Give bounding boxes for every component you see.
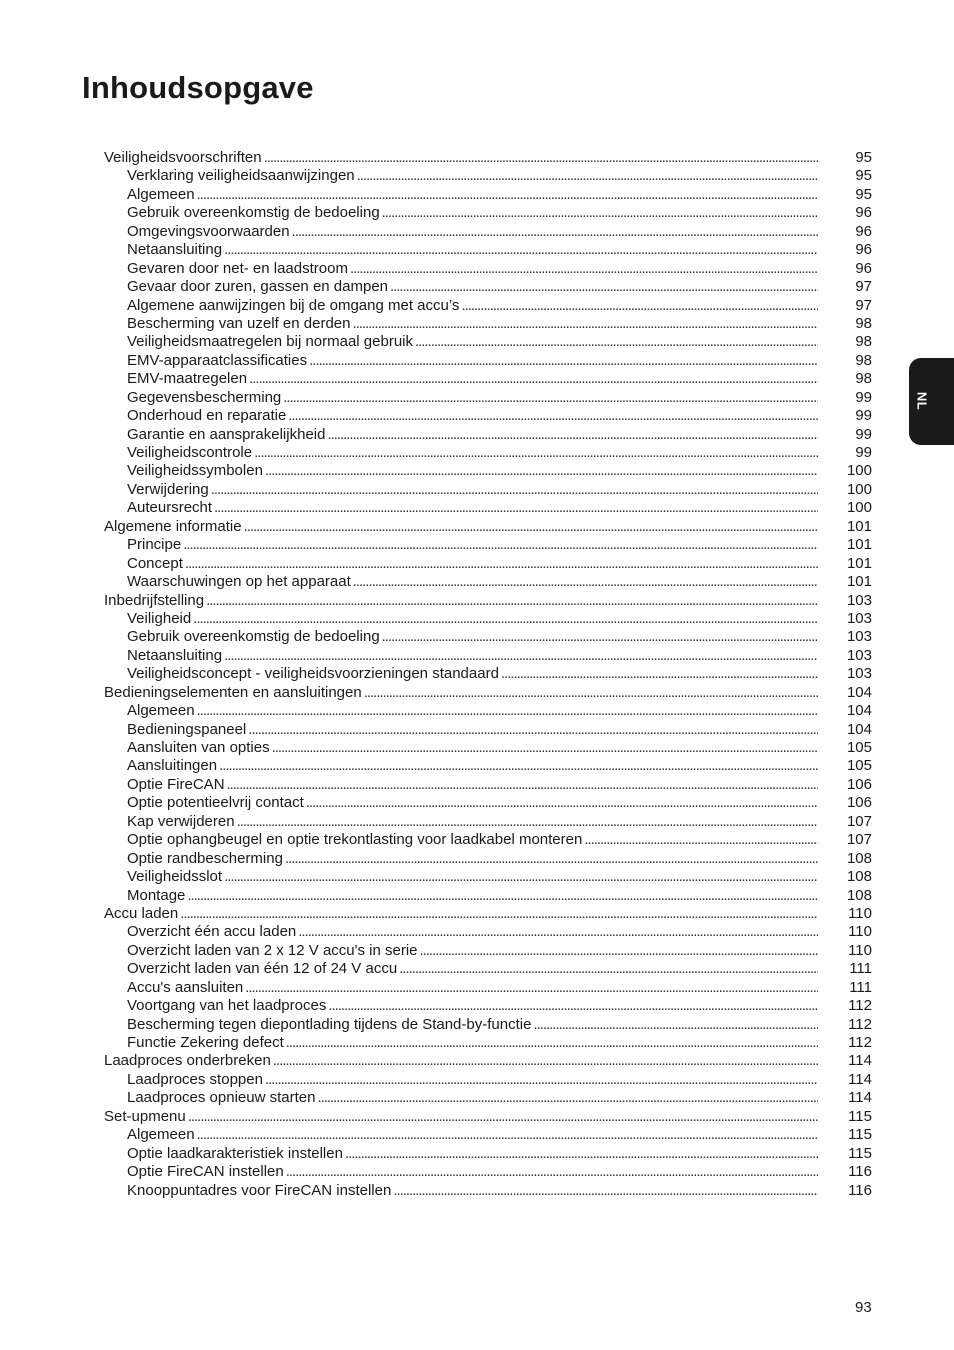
toc-section-entry[interactable]	[104, 315, 872, 333]
page-title: Inhoudsopgave	[82, 70, 314, 105]
toc-chapter-entry[interactable]	[104, 1052, 872, 1070]
toc-entry-page: 98	[855, 333, 872, 351]
dot-leader	[188, 1108, 818, 1126]
toc-entry-page: 101	[846, 517, 872, 535]
toc-entry-page: 114	[848, 1052, 872, 1070]
toc-section-entry[interactable]	[104, 1182, 872, 1200]
toc-entry-label: Veiligheidsvoorschriften	[104, 149, 262, 166]
toc-entry-page: 103	[846, 646, 872, 664]
dot-leader	[286, 1163, 818, 1181]
toc-entry-page: 107	[846, 831, 872, 849]
toc-section-entry[interactable]	[104, 204, 872, 222]
toc-entry-page: 99	[855, 388, 872, 406]
toc-entry-label: EMV-maatregelen	[127, 370, 248, 388]
toc-chapter-entry[interactable]	[104, 518, 872, 536]
dot-leader	[390, 278, 818, 296]
toc-section-entry[interactable]	[104, 997, 872, 1015]
toc-section-entry[interactable]	[104, 407, 872, 425]
toc-entry-page: 112	[848, 1034, 872, 1051]
toc-entry-label: Algemeen	[127, 702, 195, 720]
toc-entry-label: Netaansluiting	[127, 646, 223, 664]
dot-leader	[224, 647, 818, 665]
toc-entry-label: Gevaar door zuren, gassen en dampen	[127, 278, 388, 296]
toc-entry-page: 112	[848, 997, 872, 1015]
toc-entry-label: Veiligheidsmaatregelen bij normaal gebruik	[127, 333, 414, 351]
toc-section-entry[interactable]	[104, 278, 872, 296]
toc-entry-page: 116	[848, 1181, 872, 1199]
toc-entry-label: Veiligheid	[127, 609, 192, 627]
toc-entry-label: Laadproces stoppen	[127, 1070, 263, 1088]
toc-section-entry[interactable]	[104, 960, 872, 978]
toc-entry-label: Laadproces opnieuw starten	[127, 1089, 316, 1107]
toc-entry-label: Functie Zekering defect	[127, 1034, 284, 1051]
toc-section-entry[interactable]	[104, 333, 872, 351]
toc-entry-page: 115	[848, 1144, 872, 1162]
toc-entry-label: Algemene informatie	[104, 517, 242, 535]
toc-entry-page: 106	[846, 794, 872, 812]
dot-leader	[206, 592, 818, 610]
toc-chapter-entry[interactable]	[104, 592, 872, 610]
dot-leader	[298, 923, 818, 941]
toc-entry-label: Gegevensbescherming	[127, 388, 282, 406]
toc-entry-page: 96	[855, 259, 872, 277]
dot-leader	[219, 757, 818, 775]
page-number: 93	[855, 1299, 872, 1316]
toc-section-entry[interactable]	[104, 370, 872, 388]
dot-leader	[350, 260, 818, 278]
dot-leader	[399, 960, 818, 978]
dot-leader	[193, 610, 818, 628]
toc-entry-label: Waarschuwingen op het apparaat	[127, 573, 351, 591]
toc-entry-page: 100	[846, 499, 872, 517]
dot-leader	[317, 1089, 818, 1107]
toc-section-entry[interactable]	[104, 1145, 872, 1163]
toc-section-entry[interactable]	[104, 942, 872, 960]
toc-section-entry[interactable]	[104, 481, 872, 499]
toc-entry-label: Verwijdering	[127, 480, 209, 498]
dot-leader	[533, 1016, 818, 1034]
toc-entry-page: 115	[848, 1126, 872, 1144]
toc-entry-label: Gebruik overeenkomstig de bedoeling	[127, 628, 380, 646]
toc-entry-label: Veiligheidsconcept - veiligheidsvoorzieningen standaard	[127, 665, 499, 683]
toc-entry-page: 100	[846, 462, 872, 480]
toc-entry-page: 96	[855, 241, 872, 259]
toc-entry-page: 116	[848, 1163, 872, 1181]
dot-leader	[224, 241, 818, 259]
toc-entry-page: 98	[855, 351, 872, 369]
toc-entry-page: 103	[846, 591, 872, 609]
toc-entry-label: Verklaring veiligheidsaanwijzingen	[127, 167, 355, 185]
dot-leader	[248, 721, 818, 739]
toc-entry-page: 105	[846, 739, 872, 756]
toc-entry-page: 114	[848, 1070, 872, 1088]
dot-leader	[197, 1126, 818, 1144]
toc-section-entry[interactable]	[104, 979, 872, 997]
toc-entry-label: Bescherming van uzelf en derden	[127, 314, 351, 332]
toc-section-entry[interactable]	[104, 923, 872, 941]
dot-leader	[415, 333, 818, 351]
dot-leader	[180, 905, 818, 923]
toc-entry-page: 104	[846, 702, 872, 720]
toc-section-entry[interactable]	[104, 1089, 872, 1107]
toc-section-entry[interactable]	[104, 1034, 872, 1052]
toc-section-entry[interactable]	[104, 167, 872, 185]
toc-entry-label: Concept	[127, 554, 183, 572]
toc-entry-label: Algemene aanwijzingen bij de omgang met accu’s	[127, 296, 460, 314]
toc-entry-page: 99	[855, 407, 872, 425]
toc-entry-label: Auteursrecht	[127, 499, 213, 517]
dot-leader	[357, 167, 818, 185]
toc-entry-page: 101	[846, 554, 872, 572]
toc-section-entry[interactable]	[104, 536, 872, 554]
dot-leader	[461, 297, 818, 315]
dot-leader	[393, 1182, 818, 1200]
dot-leader	[197, 186, 818, 204]
toc-entry-page: 112	[848, 1015, 872, 1033]
toc-entry-label: Veiligheidsslot	[127, 868, 223, 886]
dot-leader	[501, 665, 818, 683]
toc-section-entry[interactable]	[104, 297, 872, 315]
table-of-contents	[104, 149, 872, 1200]
toc-entry-page: 95	[855, 149, 872, 166]
toc-section-entry[interactable]	[104, 1126, 872, 1144]
toc-entry-label: Kap verwijderen	[127, 812, 235, 830]
dot-leader	[272, 739, 818, 757]
toc-entry-page: 95	[855, 185, 872, 203]
toc-entry-label: Bedieningselementen en aansluitingen	[104, 683, 362, 701]
toc-entry-page: 98	[855, 314, 872, 332]
toc-entry-label: Aansluitingen	[127, 757, 218, 775]
toc-chapter-entry[interactable]	[104, 1108, 872, 1126]
toc-entry-label: Voortgang van het laadproces	[127, 997, 327, 1015]
dot-leader	[584, 831, 818, 849]
toc-entry-label: Algemeen	[127, 185, 195, 203]
toc-entry-page: 110	[848, 904, 872, 922]
toc-entry-label: Onderhoud en reparatie	[127, 407, 287, 425]
dot-leader	[265, 1071, 818, 1089]
toc-section-entry[interactable]	[104, 462, 872, 480]
toc-section-entry[interactable]	[104, 610, 872, 628]
toc-chapter-entry[interactable]	[104, 905, 872, 923]
toc-section-entry[interactable]	[104, 555, 872, 573]
dot-leader	[309, 352, 818, 370]
dot-leader	[382, 628, 818, 646]
toc-entry-label: Optie FireCAN instellen	[127, 1163, 284, 1181]
toc-section-entry[interactable]	[104, 499, 872, 517]
toc-entry-page: 96	[855, 204, 872, 222]
toc-section-entry[interactable]	[104, 573, 872, 591]
dot-leader	[328, 997, 818, 1015]
toc-entry-page: 108	[846, 868, 872, 886]
dot-leader	[273, 1052, 818, 1070]
toc-section-entry[interactable]	[104, 868, 872, 886]
toc-section-entry[interactable]	[104, 186, 872, 204]
dot-leader	[245, 979, 818, 997]
toc-entry-page: 99	[855, 444, 872, 461]
toc-entry-page: 97	[855, 278, 872, 296]
toc-entry-page: 110	[848, 941, 872, 959]
toc-entry-label: Overzicht laden van 2 x 12 V accu's in serie	[127, 941, 418, 959]
toc-entry-label: Set-upmenu	[104, 1107, 186, 1125]
toc-entry-label: Principe	[127, 536, 182, 554]
dot-leader	[224, 868, 818, 886]
toc-entry-page: 105	[846, 757, 872, 775]
dot-leader	[285, 850, 818, 868]
toc-entry-page: 96	[855, 222, 872, 240]
dot-leader	[183, 536, 818, 554]
toc-entry-page: 106	[846, 775, 872, 793]
toc-entry-label: Gebruik overeenkomstig de bedoeling	[127, 204, 380, 222]
toc-entry-page: 111	[849, 978, 872, 996]
dot-leader	[420, 942, 818, 960]
toc-section-entry[interactable]	[104, 776, 872, 794]
toc-entry-label: Bescherming tegen diepontlading tijdens de Stand-by-functie	[127, 1015, 532, 1033]
toc-section-entry[interactable]	[104, 1163, 872, 1181]
toc-entry-label: Overzicht één accu laden	[127, 923, 297, 941]
toc-entry-page: 100	[846, 480, 872, 498]
toc-entry-page: 115	[848, 1107, 872, 1125]
toc-entry-page: 108	[846, 886, 872, 904]
toc-entry-label: Laadproces onderbreken	[104, 1052, 271, 1070]
toc-section-entry[interactable]	[104, 794, 872, 812]
toc-entry-label: Overzicht laden van één 12 of 24 V accu	[127, 960, 398, 978]
dot-leader	[197, 702, 818, 720]
toc-entry-label: EMV-apparaatclassificaties	[127, 351, 308, 369]
toc-entry-page: 107	[846, 812, 872, 830]
dot-leader	[292, 223, 818, 241]
toc-entry-label: Optie ophangbeugel en optie trekontlasting voor laadkabel monteren	[127, 831, 583, 849]
dot-leader	[185, 555, 818, 573]
toc-chapter-entry[interactable]	[104, 684, 872, 702]
toc-section-entry[interactable]	[104, 757, 872, 775]
toc-entry-label: Garantie en aansprakelijkheid	[127, 425, 326, 443]
toc-entry-label: Inbedrijfstelling	[104, 591, 205, 609]
toc-section-entry[interactable]	[104, 739, 872, 757]
dot-leader	[364, 684, 818, 702]
toc-entry-label: Accu laden	[104, 904, 179, 922]
dot-leader	[249, 370, 818, 388]
toc-section-entry[interactable]	[104, 665, 872, 683]
toc-section-entry[interactable]	[104, 721, 872, 739]
dot-leader	[265, 462, 818, 480]
dot-leader	[237, 813, 818, 831]
dot-leader	[288, 407, 818, 425]
toc-section-entry[interactable]	[104, 887, 872, 905]
toc-entry-label: Optie randbescherming	[127, 849, 283, 867]
toc-entry-page: 101	[846, 573, 872, 591]
toc-entry-page: 103	[846, 665, 872, 683]
toc-section-entry[interactable]	[104, 813, 872, 831]
toc-section-entry[interactable]	[104, 1071, 872, 1089]
toc-entry-page: 99	[855, 425, 872, 443]
toc-section-entry[interactable]	[104, 1016, 872, 1034]
toc-section-entry[interactable]	[104, 831, 872, 849]
toc-section-entry[interactable]	[104, 223, 872, 241]
toc-entry-label: Omgevingsvoorwaarden	[127, 222, 290, 240]
toc-entry-label: Bedieningspaneel	[127, 720, 247, 738]
toc-entry-label: Veiligheidscontrole	[127, 444, 253, 461]
toc-section-entry[interactable]	[104, 628, 872, 646]
toc-entry-label: Algemeen	[127, 1126, 195, 1144]
toc-entry-page: 95	[855, 167, 872, 185]
toc-entry-page: 103	[846, 628, 872, 646]
toc-entry-label: Veiligheidssymbolen	[127, 462, 263, 480]
dot-leader	[254, 444, 818, 462]
toc-entry-label: Montage	[127, 886, 186, 904]
toc-section-entry[interactable]	[104, 702, 872, 720]
toc-entry-label: Gevaren door net- en laadstroom	[127, 259, 348, 277]
dot-leader	[352, 315, 818, 333]
toc-section-entry[interactable]	[104, 647, 872, 665]
toc-section-entry[interactable]	[104, 352, 872, 370]
toc-entry-label: Optie potentieelvrij contact	[127, 794, 304, 812]
toc-section-entry[interactable]	[104, 260, 872, 278]
toc-entry-label: Knooppuntadres voor FireCAN instellen	[127, 1181, 392, 1199]
dot-leader	[345, 1145, 818, 1163]
toc-entry-label: Optie laadkarakteristiek instellen	[127, 1144, 343, 1162]
dot-leader	[286, 1034, 818, 1052]
toc-entry-label: Aansluiten van opties	[127, 739, 270, 756]
toc-entry-page: 97	[855, 296, 872, 314]
toc-entry-label: Optie FireCAN	[127, 775, 225, 793]
toc-entry-page: 104	[846, 683, 872, 701]
toc-chapter-entry[interactable]	[104, 149, 872, 167]
dot-leader	[306, 794, 818, 812]
dot-leader	[327, 426, 818, 444]
language-tab-label: NL	[914, 391, 930, 411]
toc-section-entry[interactable]	[104, 444, 872, 462]
toc-section-entry[interactable]	[104, 241, 872, 259]
toc-entry-page: 104	[846, 720, 872, 738]
dot-leader	[214, 499, 818, 517]
toc-section-entry[interactable]	[104, 426, 872, 444]
toc-entry-page: 108	[846, 849, 872, 867]
toc-entry-page: 114	[848, 1089, 872, 1107]
dot-leader	[382, 204, 818, 222]
toc-entry-page: 110	[848, 923, 872, 941]
toc-entry-page: 98	[855, 370, 872, 388]
toc-entry-page: 111	[849, 960, 872, 978]
dot-leader	[264, 149, 818, 167]
dot-leader	[187, 887, 818, 905]
dot-leader	[227, 776, 818, 794]
dot-leader	[353, 573, 818, 591]
dot-leader	[244, 518, 818, 536]
dot-leader	[283, 389, 818, 407]
toc-entry-label: Netaansluiting	[127, 241, 223, 259]
toc-entry-label: Accu's aansluiten	[127, 978, 244, 996]
toc-section-entry[interactable]	[104, 850, 872, 868]
toc-section-entry[interactable]	[104, 389, 872, 407]
dot-leader	[211, 481, 818, 499]
toc-entry-page: 101	[846, 536, 872, 554]
toc-entry-page: 103	[846, 609, 872, 627]
